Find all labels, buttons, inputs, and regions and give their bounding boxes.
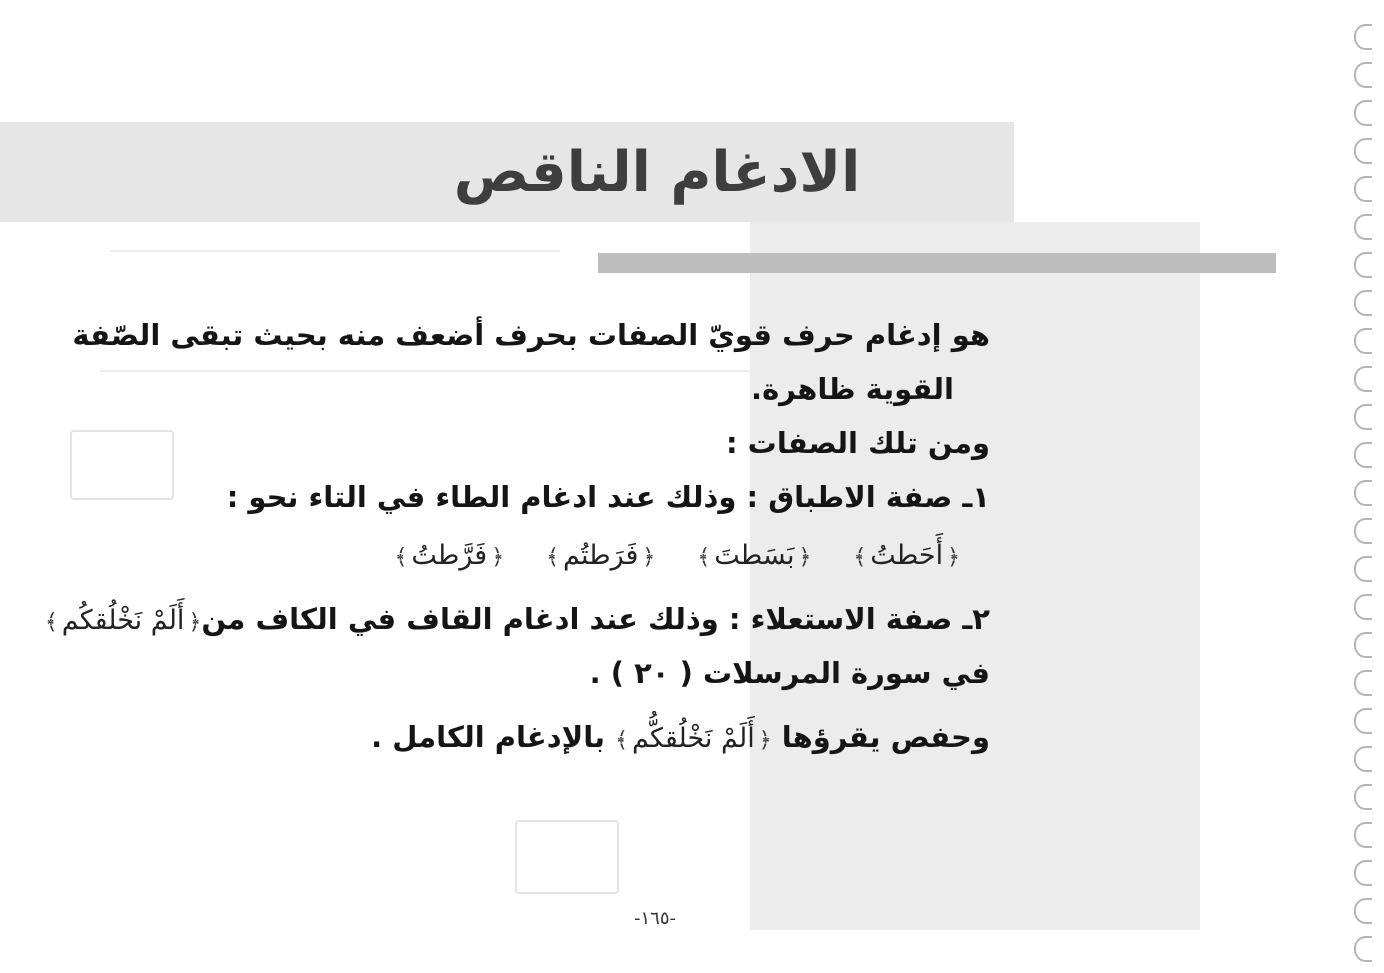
hafs-before: وحفص يقرؤها [781,720,990,754]
page-number: -١٦٥- [633,908,676,929]
binding-ring [1354,480,1372,506]
binding-ring [1354,784,1372,810]
binding-ring [1354,62,1372,88]
example-word: ﴿أَحَطتُ﴾ [853,539,960,571]
binding-ring [1354,632,1372,658]
binding-ring [1354,556,1372,582]
hafs-example: ﴿أَلَمْ نَخْلُقكُّم﴾ [615,723,772,754]
binding-ring [1354,822,1372,848]
ornament-close-icon: ﴾ [697,544,711,570]
hafs-after: بالإدغام الكامل . [371,720,605,754]
binding-ring [1354,404,1372,430]
binding-ring [1354,746,1372,772]
item-2-text: ٢ـ صفة الاستعلاء : وذلك عند ادغام القاف في الكاف من [201,602,990,636]
item-1-text: ١ـ صفة الاطباق : وذلك عند ادغام الطاء في التاء نحو : [226,480,990,514]
binding-ring [1354,898,1372,924]
spiral-binding [1346,0,1376,973]
binding-ring [1354,290,1372,316]
binding-ring [1354,594,1372,620]
binding-ring [1354,518,1372,544]
example-word: ﴿فَرَّطتُ﴾ [394,539,505,571]
definition-line-1: هو إدغام حرف قويّ الصفات بحرف أضعف منه بحيث تبقى الصّفة [72,318,990,352]
binding-ring [1354,936,1372,962]
ornament-open-icon: ﴿ [642,544,656,570]
binding-ring [1354,24,1372,50]
ornament-open-icon: ﴿ [758,728,772,753]
ornament-open-icon: ﴿ [491,544,505,570]
binding-ring [1354,366,1372,392]
binding-ring [1354,138,1372,164]
binding-ring [1354,442,1372,468]
binding-ring [1354,328,1372,354]
definition-line-2: القوية ظاهرة. [751,372,954,406]
ornament-open-icon: ﴿ [798,544,812,570]
example-word: ﴿بَسَطتَ﴾ [697,539,812,571]
binding-ring [1354,252,1372,278]
item-2-line [44,592,990,646]
binding-ring [1354,708,1372,734]
ornament-open-icon: ﴿ [947,544,960,570]
item-2-example: ﴿أَلَمْ نَخْلُقكُم﴾ [44,605,202,636]
hafs-line [60,710,990,764]
ornament-open-icon: ﴿ [188,610,202,635]
example-word: ﴿فَرَطتُم﴾ [546,539,656,571]
binding-ring [1354,214,1372,240]
ornament-close-icon: ﴾ [615,728,628,753]
binding-ring [1354,860,1372,886]
lesson-body [44,308,990,764]
ornament-close-icon: ﴾ [394,544,408,570]
item-1-examples [60,524,990,586]
bleed-through-line [110,250,560,252]
ornament-close-icon: ﴾ [853,544,867,570]
binding-ring [1354,176,1372,202]
decorative-bar [598,253,1276,273]
item-2-line-2: في سورة المرسلات ( ٢٠ ) . [589,656,990,690]
page-title: الادغام الناقص [453,139,861,205]
binding-ring [1354,670,1372,696]
ornament-close-icon: ﴾ [546,544,559,570]
ornament-close-icon: ﴾ [44,610,58,635]
bleed-through-box [515,820,619,894]
binding-ring [1354,100,1372,126]
attributes-heading: ومن تلك الصفات : [725,426,990,460]
